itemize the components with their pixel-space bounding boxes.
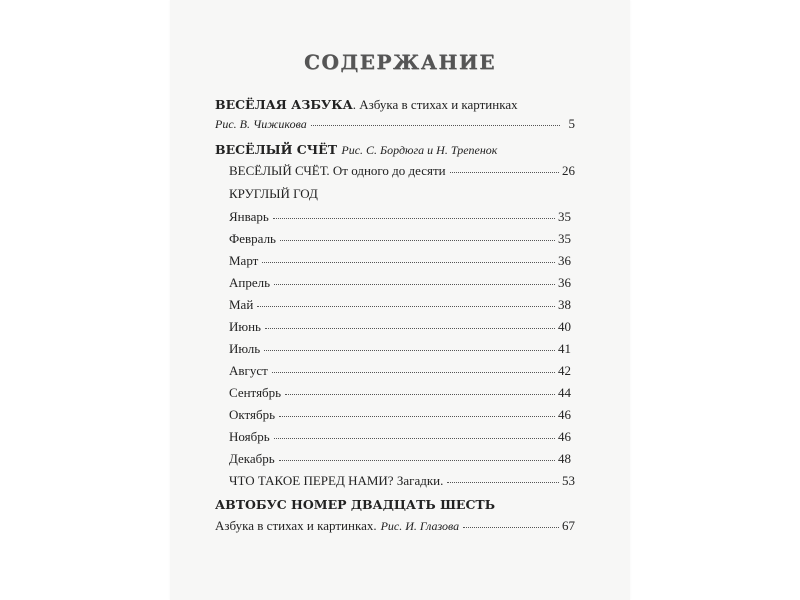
toc-entry[interactable] — [229, 429, 571, 445]
toc-entry[interactable] — [229, 297, 571, 313]
page-number: 53 — [562, 473, 575, 488]
dot-leader — [257, 306, 555, 307]
entry-label: Январь — [229, 209, 269, 224]
page-number: 41 — [558, 341, 571, 356]
section-title: ВЕСЁЛЫЙ СЧЁТ — [215, 142, 337, 157]
page-number: 36 — [558, 275, 571, 290]
page-number: 46 — [558, 407, 571, 422]
toc-entry[interactable] — [229, 163, 575, 179]
subsection-heading: КРУГЛЫЙ ГОД — [229, 186, 318, 201]
page-number: 48 — [558, 451, 571, 466]
page-number: 67 — [562, 518, 575, 533]
entry-label: Октябрь — [229, 407, 276, 422]
page-number: 42 — [558, 363, 571, 378]
page-number: 38 — [558, 297, 571, 312]
entry-label: Август — [229, 363, 268, 378]
entry-label: Сентябрь — [229, 385, 282, 400]
page-title: СОДЕРЖАНИЕ — [304, 50, 496, 74]
dot-leader — [280, 240, 555, 241]
entry-label: Февраль — [229, 231, 276, 246]
toc-entry[interactable] — [229, 385, 571, 401]
page-number: 35 — [558, 231, 571, 246]
dot-leader — [279, 460, 555, 461]
toc-entry[interactable] — [215, 518, 575, 534]
toc-entry[interactable] — [229, 231, 571, 247]
entry-label: Азбука в стихах и картинках. — [215, 518, 377, 533]
section-heading-avtobus: АВТОБУС НОМЕР ДВАДЦАТЬ ШЕСТЬ — [215, 497, 496, 512]
toc-entry[interactable] — [229, 253, 571, 269]
dot-leader — [450, 172, 559, 173]
entry-label: Май — [229, 297, 254, 312]
dot-leader — [274, 438, 555, 439]
illustrator-credit: Рис. В. Чижикова — [215, 117, 307, 131]
illustrator-credit: Рис. С. Бордюга и Н. Трепенок — [341, 143, 498, 157]
page-number: 44 — [558, 385, 571, 400]
toc-entry[interactable] — [229, 209, 571, 225]
illustrator-credit: Рис. И. Глазова — [380, 519, 460, 533]
section-subtitle: . Азбука в стихах и картинках — [352, 97, 518, 112]
dot-leader — [285, 394, 555, 395]
page-number: 26 — [562, 163, 575, 178]
section-heading-vesyolaya-azbuka — [215, 97, 518, 113]
entry-label: Апрель — [229, 275, 271, 290]
dot-leader — [265, 328, 555, 329]
entry-label: Июль — [229, 341, 261, 356]
dot-leader — [447, 482, 559, 483]
entry-label: Март — [229, 253, 259, 268]
dot-leader — [463, 527, 559, 528]
page-number: 36 — [558, 253, 571, 268]
page-number: 5 — [568, 116, 575, 131]
dot-leader — [274, 284, 555, 285]
toc-entry[interactable] — [229, 407, 571, 423]
toc-entry[interactable] — [229, 451, 571, 467]
toc-entry[interactable] — [229, 473, 575, 489]
entry-label: Июнь — [229, 319, 261, 334]
page-number: 35 — [558, 209, 571, 224]
dot-leader — [272, 372, 555, 373]
dot-leader — [273, 218, 555, 219]
toc-entry[interactable] — [229, 319, 571, 335]
page-number: 40 — [558, 319, 571, 334]
dot-leader — [279, 416, 555, 417]
toc-entry[interactable] — [229, 341, 571, 357]
entry-label: ЧТО ТАКОЕ ПЕРЕД НАМИ? Загадки. — [229, 473, 444, 488]
entry-label: ВЕСЁЛЫЙ СЧЁТ. От одного до десяти — [229, 163, 446, 178]
toc-entry[interactable] — [229, 275, 571, 291]
toc-entry[interactable] — [229, 363, 571, 379]
dot-leader — [264, 350, 555, 351]
entry-label: Ноябрь — [229, 429, 270, 444]
section-title: ВЕСЁЛАЯ АЗБУКА — [215, 97, 353, 112]
dot-leader — [311, 125, 560, 126]
entry-label: Декабрь — [229, 451, 275, 466]
section-heading-vesyoly-schyot — [215, 142, 497, 158]
toc-entry[interactable] — [215, 116, 575, 132]
dot-leader — [262, 262, 555, 263]
page-number: 46 — [558, 429, 571, 444]
